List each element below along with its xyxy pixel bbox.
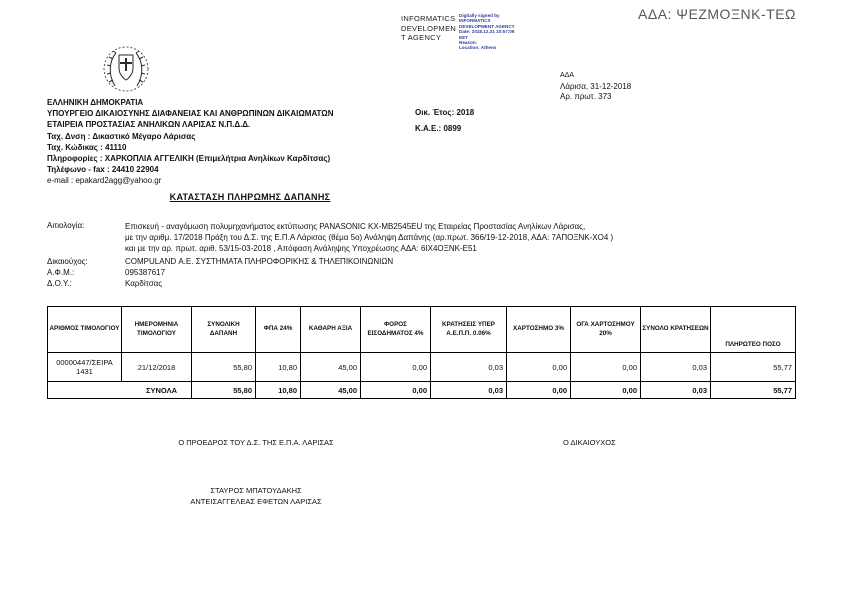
digital-signature-line: Location: Athens — [459, 45, 497, 51]
reason-line: και με την αρ. πρωτ. αριθ. 53/15-03-2018 , Απόφαση Ανάληψης Υποχρέωσης ΑΔΑ: 6ΙΧ4ΟΞΝΚ-Ε51 — [125, 244, 477, 253]
reason-line: με την αριθμ. 17/2018 Πράξη του Δ.Σ. της Ε.Π.Α Λάρισας (θέμα 5ο) Ανάληψη Δαπάνης (αρ.πρωτ. 366/19-12-2018, ΑΔΑ: 7ΑΠΟΞΝΚ-ΧΟ4 ) — [125, 233, 614, 242]
organization-block — [47, 97, 334, 187]
totals-cell: 10,80 — [256, 382, 301, 399]
digital-signature-text — [459, 13, 529, 51]
place-date: Λάρισα, 31-12-2018 — [560, 81, 632, 91]
ada-code: ΑΔΑ: ΨΕΖΜΟΞΝΚ-ΤΕΩ — [638, 6, 797, 22]
col-header-aepp-deduction: ΚΡΑΤΗΣΕΙΣ ΥΠΕΡ Α.Ε.Π.Π. 0.06% — [431, 307, 507, 353]
digital-signature-line: EET — [459, 34, 468, 40]
header-right-block — [560, 71, 631, 103]
totals-cell: 55,80 — [192, 382, 256, 399]
org-phone: Τηλέφωνο - fax : 24410 22904 — [47, 165, 159, 175]
ada-label: ΑΔΑ — [560, 72, 575, 79]
table-row — [48, 353, 796, 382]
page-title: ΚΑΤΑΣΤΑΣΗ ΠΛΗΡΩΜΗΣ ΔΑΠΑΝΗΣ — [169, 192, 331, 202]
digital-signature-line: INFORMATICS — [459, 18, 491, 24]
totals-payable-cell: 55,77 — [711, 382, 796, 399]
org-agency: ΕΤΑΙΡΕΙΑ ΠΡΟΣΤΑΣΙΑΣ ΑΝΗΛΙΚΩΝ ΛΑΡΙΣΑΣ Ν.Π.Δ.Δ. — [47, 120, 251, 130]
totals-cell: 0,00 — [361, 382, 431, 399]
afm-label: Α.Φ.Μ.: — [47, 268, 75, 277]
amount-cell: 0,00 — [571, 353, 641, 382]
doy-value: Καρδίτσας — [125, 279, 163, 288]
col-header-invoice-date: ΗΜΕΡΟΜΗΝΙΑ ΤΙΜΟΛΟΓΙΟΥ — [122, 307, 192, 353]
ida-agency-line: T AGENCY — [401, 33, 442, 42]
org-postal-code: Ταχ. Κώδικας : 41110 — [47, 142, 127, 152]
col-header-stamp-duty: ΧΑΡΤΟΣΗΜΟ 3% — [507, 307, 571, 353]
org-address: Ταχ. Δνση : Δικαστικό Μέγαρο Λάρισας — [47, 131, 196, 141]
payment-table — [47, 306, 796, 399]
signature-left-role: ΑΝΤΕΙΣΑΓΓΕΛΕΑΣ ΕΦΕΤΩΝ ΛΑΡΙΣΑΣ — [190, 497, 322, 506]
amount-cell: 0,03 — [431, 353, 507, 382]
totals-row — [48, 382, 796, 399]
digital-signature-line: DEVELOPMENT AGENCY — [459, 23, 515, 29]
digital-signature-line: Date: 2018.12.31 10:57:06 — [459, 29, 515, 35]
col-header-total-deductions: ΣΥΝΟΛΟ ΚΡΑΤΗΣΕΩΝ — [641, 307, 711, 353]
invoice-number-line: 00000447/ΣΕΙΡΑ — [56, 358, 113, 367]
totals-cell: 0,00 — [507, 382, 571, 399]
col-header-vat: ΦΠΑ 24% — [256, 307, 301, 353]
doy-label: Δ.Ο.Υ.: — [47, 279, 72, 288]
table-header-row — [48, 307, 796, 353]
totals-cell: 45,00 — [301, 382, 361, 399]
greek-coat-of-arms-icon — [103, 45, 149, 98]
totals-label: ΣΥΝΟΛΑ — [48, 382, 192, 399]
amount-cell: 10,80 — [256, 353, 301, 382]
totals-cell: 0,03 — [431, 382, 507, 399]
digital-signature-line: Reason: — [459, 40, 478, 46]
beneficiary-label: Δικαιούχος: — [47, 257, 88, 266]
kae-code: Κ.Α.Ε.: 0899 — [415, 124, 462, 133]
digital-signature-line: Digitally signed by — [459, 13, 500, 18]
col-header-income-tax: ΦΟΡΟΣ ΕΙΣΟΔΗΜΑΤΟΣ 4% — [361, 307, 431, 353]
totals-cell: 0,03 — [641, 382, 711, 399]
org-email: e-mail : epakard2agg@yahoo.gr — [47, 176, 162, 186]
reason-line: Επισκευή - αναγόμωση πολυμηχανήματος εκτύπωσης PANASONIC KX-MB2545EU της Εταιρείας Προστασίας Ανηλίκων Λάρισας, — [125, 222, 586, 231]
fiscal-year: Οικ. Έτος: 2018 — [415, 108, 475, 117]
ida-agency-line: INFORMATICS — [401, 14, 456, 23]
amount-cell: 55,80 — [192, 353, 256, 382]
protocol-number: Αρ. πρωτ. 373 — [560, 92, 612, 101]
afm-value: 095387617 — [125, 268, 166, 277]
invoice-number-cell — [48, 353, 122, 382]
ida-agency-name — [401, 14, 456, 43]
amount-cell: 0,03 — [641, 353, 711, 382]
reason-text — [125, 221, 740, 254]
signature-right-title: Ο ΔΙΚΑΙΟΥΧΟΣ — [563, 438, 616, 447]
beneficiary-name: COMPULAND Α.Ε. ΣΥΣΤΗΜΑΤΑ ΠΛΗΡΟΦΟΡΙΚΗΣ & ΤΗΛΕΠΙΚΟΙΝΩΝΙΩΝ — [125, 257, 394, 266]
amount-cell: 45,00 — [301, 353, 361, 382]
org-country: ΕΛΛΗΝΙΚΗ ΔΗΜΟΚΡΑΤΙΑ — [47, 98, 144, 107]
col-header-net-value: ΚΑΘΑΡΗ ΑΞΙΑ — [301, 307, 361, 353]
reason-label: Αιτιολογία: — [47, 221, 85, 230]
col-header-oga-stamp: ΟΓΑ ΧΑΡΤΟΣΗΜΟΥ 20% — [571, 307, 641, 353]
col-header-total-expense: ΣΥΝΟΛΙΚΗ ΔΑΠΑΝΗ — [192, 307, 256, 353]
payable-amount-cell: 55,77 — [711, 353, 796, 382]
signature-left-title: Ο ΠΡΟΕΔΡΟΣ ΤΟΥ Δ.Σ. ΤΗΣ Ε.Π.Α. ΛΑΡΙΣΑΣ — [178, 438, 334, 447]
invoice-date-cell: 21/12/2018 — [122, 353, 192, 382]
col-header-invoice-number: ΑΡΙΘΜΟΣ ΤΙΜΟΛΟΓΙΟΥ — [48, 307, 122, 353]
totals-cell: 0,00 — [571, 382, 641, 399]
org-contact-info: Πληροφορίες : ΧΑΡΚΟΠΛΙΑ ΑΓΓΕΛΙΚΗ (Επιμελήτρια Ανηλίκων Καρδίτσας) — [47, 154, 331, 164]
amount-cell: 0,00 — [507, 353, 571, 382]
org-ministry: ΥΠΟΥΡΓΕΙΟ ΔΙΚΑΙΟΣΥΝΗΣ ΔΙΑΦΑΝΕΙΑΣ ΚΑΙ ΑΝΘΡΩΠΙΝΩΝ ΔΙΚΑΙΩΜΑΤΩΝ — [47, 109, 334, 119]
signature-left-name: ΣΤΑΥΡΟΣ ΜΠΑΤΟΥΔΑΚΗΣ — [210, 486, 302, 495]
amount-cell: 0,00 — [361, 353, 431, 382]
ida-agency-line: DEVELOPMEN — [401, 23, 457, 33]
invoice-number-line: 1431 — [76, 367, 93, 376]
col-header-payable-amount: ΠΛΗΡΩΤΕΟ ΠΟΣΟ — [711, 307, 796, 353]
